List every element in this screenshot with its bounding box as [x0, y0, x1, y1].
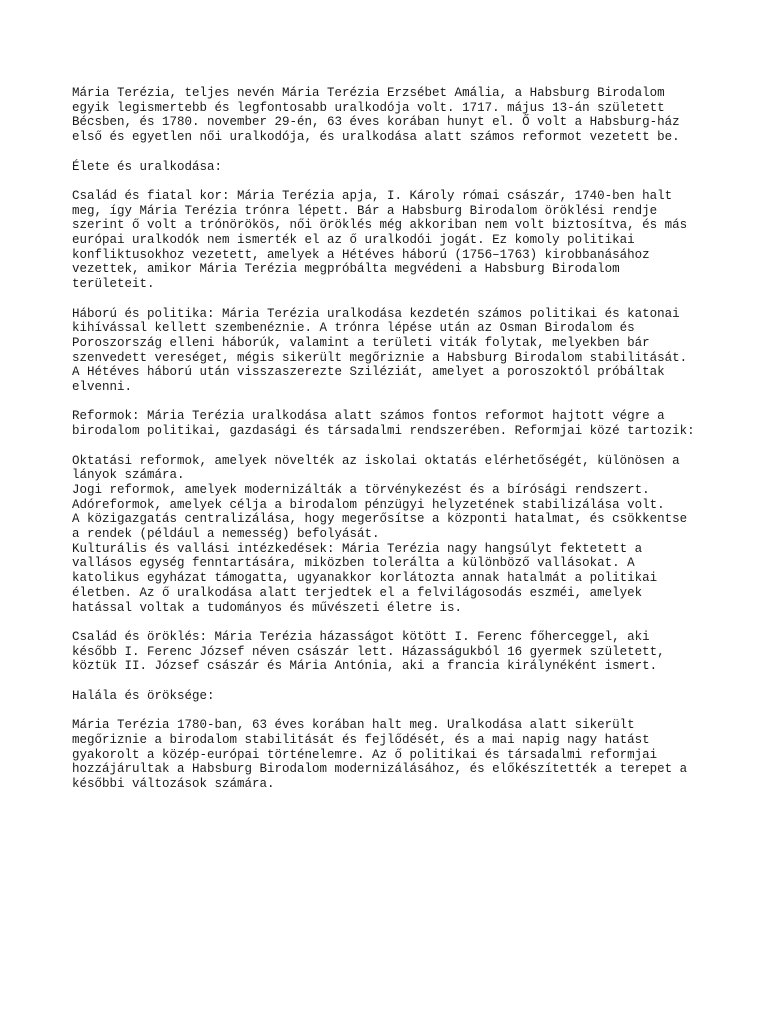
text-line: köztük II. József császár és Mária Antónia, aki a francia királynéként ismert.: [72, 659, 658, 674]
list-item-line: életben. Az ő uralkodása alatt terjedtek el a felvilágosodás eszméi, amelyek: [72, 585, 643, 600]
family-youth-paragraph: [72, 189, 712, 292]
text-line: kihívással kellett szembenéznie. A trónra lépése után az Osman Birodalom és: [72, 321, 635, 336]
text-line: Család és fiatal kor: Mária Terézia apja, I. Károly római császár, 1740-ben halt: [72, 188, 673, 203]
list-item-line: Oktatási reformok, amelyek növelték az iskolai oktatás elérhetőségét, különösen a: [72, 453, 680, 468]
text-line: megőriznie a birodalom stabilitását és fejlődését, és a mai napig nagy hatást: [72, 732, 650, 747]
list-item-line: Adóreformok, amelyek célja a birodalom pénzügyi helyzetének stabilizálása volt.: [72, 497, 665, 512]
list-item-line: Jogi reformok, amelyek modernizálták a törvénykezést és a bírósági rendszert.: [72, 482, 650, 497]
list-item-line: Kulturális és vallási intézkedések: Mária Terézia nagy hangsúlyt fektetett a: [72, 541, 643, 556]
text-line: későbbi változások számára.: [72, 776, 275, 791]
reforms-paragraph: [72, 409, 712, 438]
text-line: birodalom politikai, gazdasági és társadalmi rendszerében. Reformjai közé tartozik:: [72, 424, 695, 439]
text-line: Poroszország elleni háborúk, valamint a területi viták folytak, melyekben bár: [72, 335, 650, 350]
text-line: elvenni.: [72, 380, 133, 395]
text-line: első és egyetlen női uralkodója, és uralkodása alatt számos reformot vezetett be.: [72, 130, 680, 145]
reforms-list: [72, 454, 712, 616]
list-item-line: vallásos egység fenntartására, miközben tolerálta a különböző vallásokat. A: [72, 556, 635, 571]
text-line: meg, így Mária Terézia trónra lépett. Bár a Habsburg Birodalom öröklési rendje: [72, 203, 658, 218]
document-page: [72, 86, 712, 806]
section-heading-death-legacy: [72, 689, 712, 704]
text-line: Reformok: Mária Terézia uralkodása alatt számos fontos reformot hajtott végre a: [72, 409, 665, 424]
list-item-line: katolikus egyházat támogatta, ugyanakkor korlátozta annak hatalmát a politikai: [72, 571, 658, 586]
text-line: vezettek, amikor Mária Terézia megpróbálta megvédeni a Habsburg Birodalom: [72, 262, 620, 277]
death-legacy-paragraph: [72, 718, 712, 792]
list-item-line: A közigazgatás centralizálása, hogy megerősítse a központi hatalmat, és csökkentse: [72, 512, 688, 527]
text-line: Mária Terézia 1780-ban, 63 éves korában halt meg. Uralkodása alatt sikerült: [72, 718, 635, 733]
heading-text: Halála és öröksége:: [72, 688, 215, 703]
list-item-line: a rendek (például a nemesség) befolyását.: [72, 527, 380, 542]
list-item-line: hatással voltak a tudományos és művészeti életre is.: [72, 600, 463, 615]
list-item-line: lányok számára.: [72, 468, 185, 483]
text-line: területeit.: [72, 277, 155, 292]
text-line: szerint ő volt a trónörökös, női öröklés még akkoriban nem volt biztosítva, és más: [72, 218, 688, 233]
text-line: Mária Terézia, teljes nevén Mária Terézia Erzsébet Amália, a Habsburg Birodalom: [72, 86, 665, 100]
text-line: később I. Ferenc József néven császár lett. Házasságukból 16 gyermek született,: [72, 644, 665, 659]
text-line: európai uralkodók nem ismerték el az ő uralkodói jogát. Ez komoly politikai: [72, 233, 635, 247]
text-line: Bécsben, és 1780. november 29-én, 63 éves korában hunyt el. Ő volt a Habsburg-ház: [72, 115, 680, 130]
text-line: konfliktusokhoz vezetett, amelyek a Hétéves háború (1756–1763) kirobbanásához: [72, 247, 650, 262]
heading-text: Élete és uralkodása:: [72, 159, 223, 174]
intro-paragraph: [72, 86, 712, 145]
text-line: egyik legismertebb és legfontosabb uralkodója volt. 1717. május 13-án született: [72, 100, 665, 115]
text-line: A Hétéves háború után visszaszerezte Sziléziát, amelyet a poroszoktól próbáltak: [72, 365, 665, 380]
war-politics-paragraph: [72, 307, 712, 395]
section-heading-life: [72, 160, 712, 175]
text-line: Család és öröklés: Mária Terézia házasságot kötött I. Ferenc főherceggel, aki: [72, 629, 650, 644]
family-succession-paragraph: [72, 630, 712, 674]
text-line: szenvedett vereséget, mégis sikerült megőriznie a Habsburg Birodalom stabilitását.: [72, 350, 688, 365]
text-line: hozzájárultak a Habsburg Birodalom modernizálásához, és előkészítették a terepet a: [72, 762, 688, 777]
text-line: gyakorolt a közép-európai történelemre. Az ő politikai és társadalmi reformjai: [72, 747, 658, 762]
text-line: Háború és politika: Mária Terézia uralkodása kezdetén számos politikai és katonai: [72, 306, 680, 321]
